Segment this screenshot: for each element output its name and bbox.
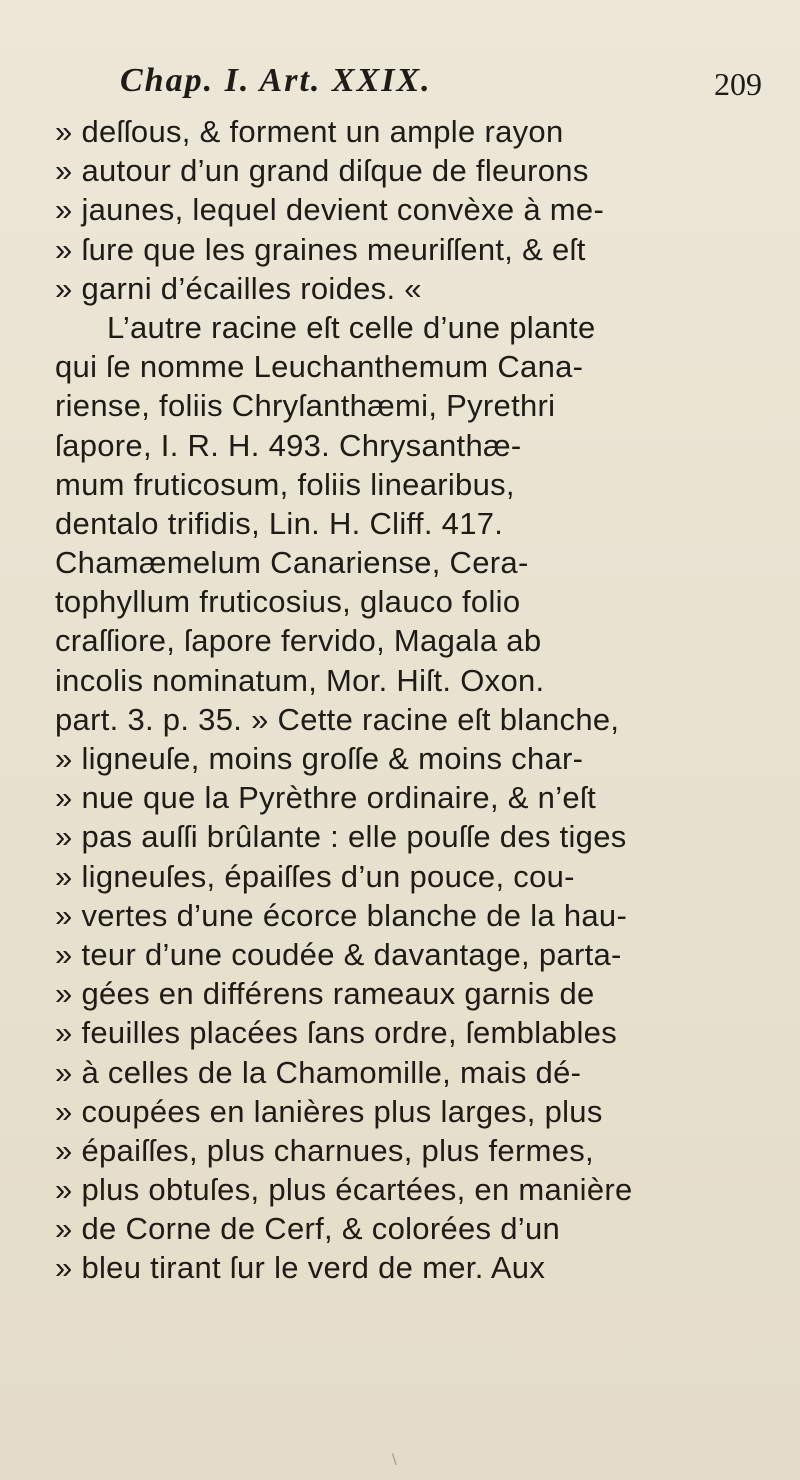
text-line: craſſiore, ſapore fervido, Magala ab <box>55 623 542 659</box>
text-line: ſapore, I. R. H. 493. Chrysanthæ- <box>55 427 522 463</box>
text-line: dentalo trifidis, Lin. H. Cliff. 417. <box>55 505 504 541</box>
text-line: » bleu tirant ſur le verd de mer. Aux <box>55 1250 546 1286</box>
text-line: » vertes d’une écorce blanche de la hau- <box>55 897 628 933</box>
text-line: » épaiſſes, plus charnues, plus fermes, <box>55 1132 594 1168</box>
text-line: » feuilles placées ſans ordre, ſemblables <box>55 1015 617 1051</box>
body-text <box>55 112 755 1288</box>
text-line: » garni d’écailles roides. « <box>55 270 422 306</box>
page-header <box>120 62 770 112</box>
footer-mark: \ <box>392 1452 397 1468</box>
text-line: » deſſous, & forment un ample rayon <box>55 114 564 149</box>
text-line: tophyllum fruticosius, glauco folio <box>55 584 521 620</box>
text-line: » plus obtuſes, plus écartées, en manière <box>55 1172 633 1208</box>
text-line: part. 3. p. 35. » Cette racine eſt blanche, <box>55 701 620 737</box>
text-line: qui ſe nomme Leuchanthemum Cana- <box>55 349 584 385</box>
text-line: Chamæmelum Canariense, Cera- <box>55 545 529 581</box>
text-line: mum fruticosum, foliis linearibus, <box>55 466 515 502</box>
text-line: » nue que la Pyrèthre ordinaire, & n’eſt <box>55 780 597 816</box>
text-line: » de Corne de Cerf, & colorées d’un <box>55 1211 561 1247</box>
text-line: incolis nominatum, Mor. Hiſt. Oxon. <box>55 662 545 698</box>
text-line: » autour d’un grand diſque de fleurons <box>55 153 589 189</box>
running-head: Chap. I. Art. XXIX. <box>120 62 432 99</box>
page-number: 209 <box>714 66 762 102</box>
text-line: » pas auſſi brûlante : elle pouſſe des tiges <box>55 819 627 855</box>
text-line: » ligneuſes, épaiſſes d’un pouce, cou- <box>55 858 575 894</box>
text-line: » à celles de la Chamomille, mais dé- <box>55 1054 582 1090</box>
text-line: » teur d’une coudée & davantage, parta- <box>55 936 622 972</box>
text-line: » coupées en lanières plus larges, plus <box>55 1093 603 1129</box>
text-line: » ſure que les graines meuriſſent, & eſt <box>55 231 586 267</box>
text-line: » gées en différens rameaux garnis de <box>55 976 595 1012</box>
text-line: » ligneuſe, moins groſſe & moins char- <box>55 741 584 776</box>
text-line: L’autre racine eſt celle d’une plante <box>107 309 596 345</box>
text-line: riense, foliis Chryſanthæmi, Pyrethri <box>55 388 556 424</box>
text-line: » jaunes, lequel devient convèxe à me- <box>55 192 605 228</box>
